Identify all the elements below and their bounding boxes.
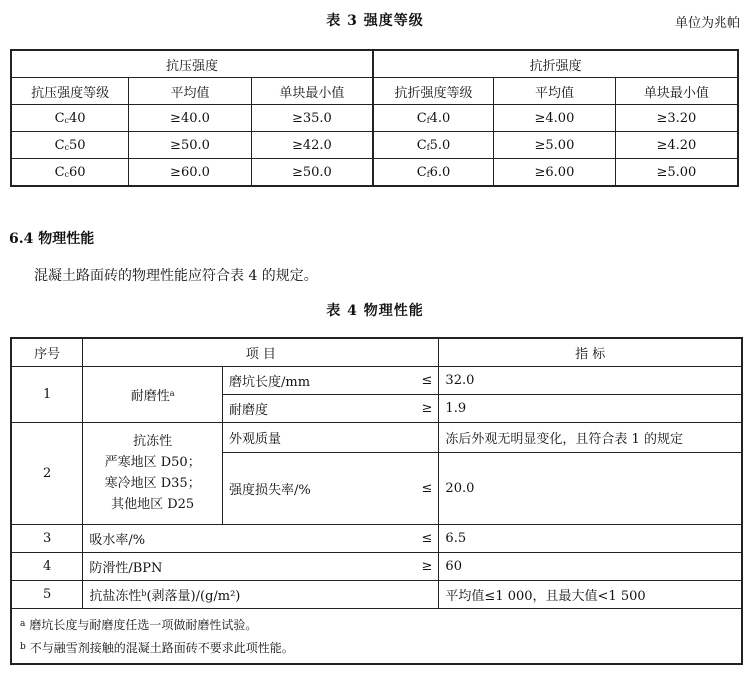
item-name: 抗盐冻性 — [89, 588, 142, 604]
sub-item — [223, 452, 439, 524]
compress-min: ≥50.0 — [251, 159, 373, 187]
compress-min: ≥35.0 — [251, 105, 373, 132]
row-no: 3 — [11, 524, 83, 552]
index-value: 6.5 — [439, 524, 742, 552]
item-label — [83, 524, 439, 552]
sub-item-label: 外观质量 — [229, 431, 282, 447]
item-label — [83, 580, 439, 608]
column-header: 抗折强度等级 — [373, 78, 494, 105]
table4-title: 表 4 物理性能 — [326, 303, 424, 319]
grade-number: 40 — [69, 110, 86, 126]
grade-number: 5.0 — [429, 137, 451, 153]
header-index: 指 标 — [439, 338, 742, 366]
item-name: 吸水率/% — [89, 532, 146, 548]
row-no: 1 — [11, 366, 83, 422]
frost-line: 其他地区 D25 — [111, 497, 195, 512]
item-name: 抗冻性 — [133, 434, 173, 449]
footnote — [20, 613, 733, 636]
footnote — [20, 636, 733, 659]
grade-number: 6.0 — [429, 164, 451, 180]
flex-avg: ≥4.00 — [494, 105, 616, 132]
flex-avg: ≥6.00 — [494, 159, 616, 187]
section-heading: 6.4 物理性能 — [9, 231, 95, 247]
item-unit: (剥落量)/(g/m²) — [146, 588, 241, 604]
flex-min: ≥3.20 — [615, 105, 738, 132]
physical-properties-table — [10, 337, 743, 665]
header-no: 序号 — [11, 338, 83, 366]
index-value: 平均值≤1 000，且最大值<1 500 — [439, 580, 742, 608]
footnote-mark: a — [169, 388, 175, 398]
group-compress-header: 抗压强度 — [11, 50, 373, 78]
operator: ≤ — [421, 480, 433, 496]
table3-unit: 单位为兆帕 — [674, 16, 740, 31]
flex-grade: Cf5.0 — [373, 132, 494, 159]
item-name: 防滑性/BPN — [89, 560, 163, 576]
row-no: 5 — [11, 580, 83, 608]
grade-number: 4.0 — [429, 110, 451, 126]
wear-resistance-label — [83, 366, 223, 422]
item-label — [83, 552, 439, 580]
operator: ≥ — [421, 400, 433, 416]
grade-subscript: f — [426, 115, 430, 125]
footnote-text: 磨坑长度与耐磨度任选一项做耐磨性试验。 — [29, 617, 258, 632]
footnote-mark: b — [141, 588, 147, 598]
compress-grade: Cc40 — [11, 105, 129, 132]
compress-avg: ≥60.0 — [129, 159, 252, 187]
item-name: 耐磨性 — [130, 388, 170, 404]
strength-grade-table — [10, 49, 739, 187]
footnote-mark: a — [20, 618, 26, 629]
index-value: 32.0 — [439, 366, 742, 394]
grade-subscript: f — [426, 169, 430, 179]
column-header: 抗压强度等级 — [11, 78, 129, 105]
row-no: 4 — [11, 552, 83, 580]
footnote-mark: b — [20, 641, 26, 652]
flex-min: ≥4.20 — [615, 132, 738, 159]
grade-subscript: c — [64, 115, 70, 125]
flex-grade: Cf6.0 — [373, 159, 494, 187]
grade-number: 60 — [69, 164, 86, 180]
flex-grade: Cf4.0 — [373, 105, 494, 132]
grade-subscript: c — [64, 169, 70, 179]
sub-item — [223, 394, 439, 422]
grade-number: 50 — [69, 137, 86, 153]
frost-line: 严寒地区 D50； — [104, 455, 201, 470]
index-value: 60 — [439, 552, 742, 580]
index-value: 20.0 — [439, 452, 742, 524]
compress-grade: Cc60 — [11, 159, 129, 187]
column-header: 单块最小值 — [615, 78, 738, 105]
frost-resistance-label — [83, 422, 223, 524]
header-item: 项 目 — [83, 338, 439, 366]
table-row — [11, 159, 738, 187]
compress-avg: ≥50.0 — [129, 132, 252, 159]
section-text: 混凝土路面砖的物理性能应符合表 4 的规定。 — [34, 268, 318, 284]
frost-line: 寒冷地区 D35； — [104, 476, 201, 491]
index-value: 1.9 — [439, 394, 742, 422]
row-no: 2 — [11, 422, 83, 524]
flex-min: ≥5.00 — [615, 159, 738, 187]
compress-grade: Cc50 — [11, 132, 129, 159]
operator: ≥ — [421, 558, 433, 574]
column-header: 平均值 — [129, 78, 252, 105]
grade-subscript: f — [426, 142, 430, 152]
sub-item-label: 磨坑长度/mm — [229, 374, 311, 390]
table-footnotes — [11, 608, 742, 664]
column-header: 单块最小值 — [251, 78, 373, 105]
table-row — [11, 132, 738, 159]
grade-subscript: c — [64, 142, 70, 152]
sub-item-label: 强度损失率/% — [229, 482, 311, 498]
compress-min: ≥42.0 — [251, 132, 373, 159]
table-row — [11, 105, 738, 132]
compress-avg: ≥40.0 — [129, 105, 252, 132]
group-flex-header: 抗折强度 — [373, 50, 738, 78]
operator: ≤ — [421, 530, 433, 546]
sub-item — [223, 422, 439, 452]
table3-title: 表 3 强度等级 — [326, 13, 424, 29]
column-header: 平均值 — [494, 78, 616, 105]
operator: ≤ — [421, 372, 433, 388]
index-value: 冻后外观无明显变化，且符合表 1 的规定 — [439, 422, 742, 452]
sub-item-label: 耐磨度 — [229, 402, 269, 418]
flex-avg: ≥5.00 — [494, 132, 616, 159]
sub-item — [223, 366, 439, 394]
footnote-text: 不与融雪剂接触的混凝土路面砖不要求此项性能。 — [29, 640, 294, 655]
